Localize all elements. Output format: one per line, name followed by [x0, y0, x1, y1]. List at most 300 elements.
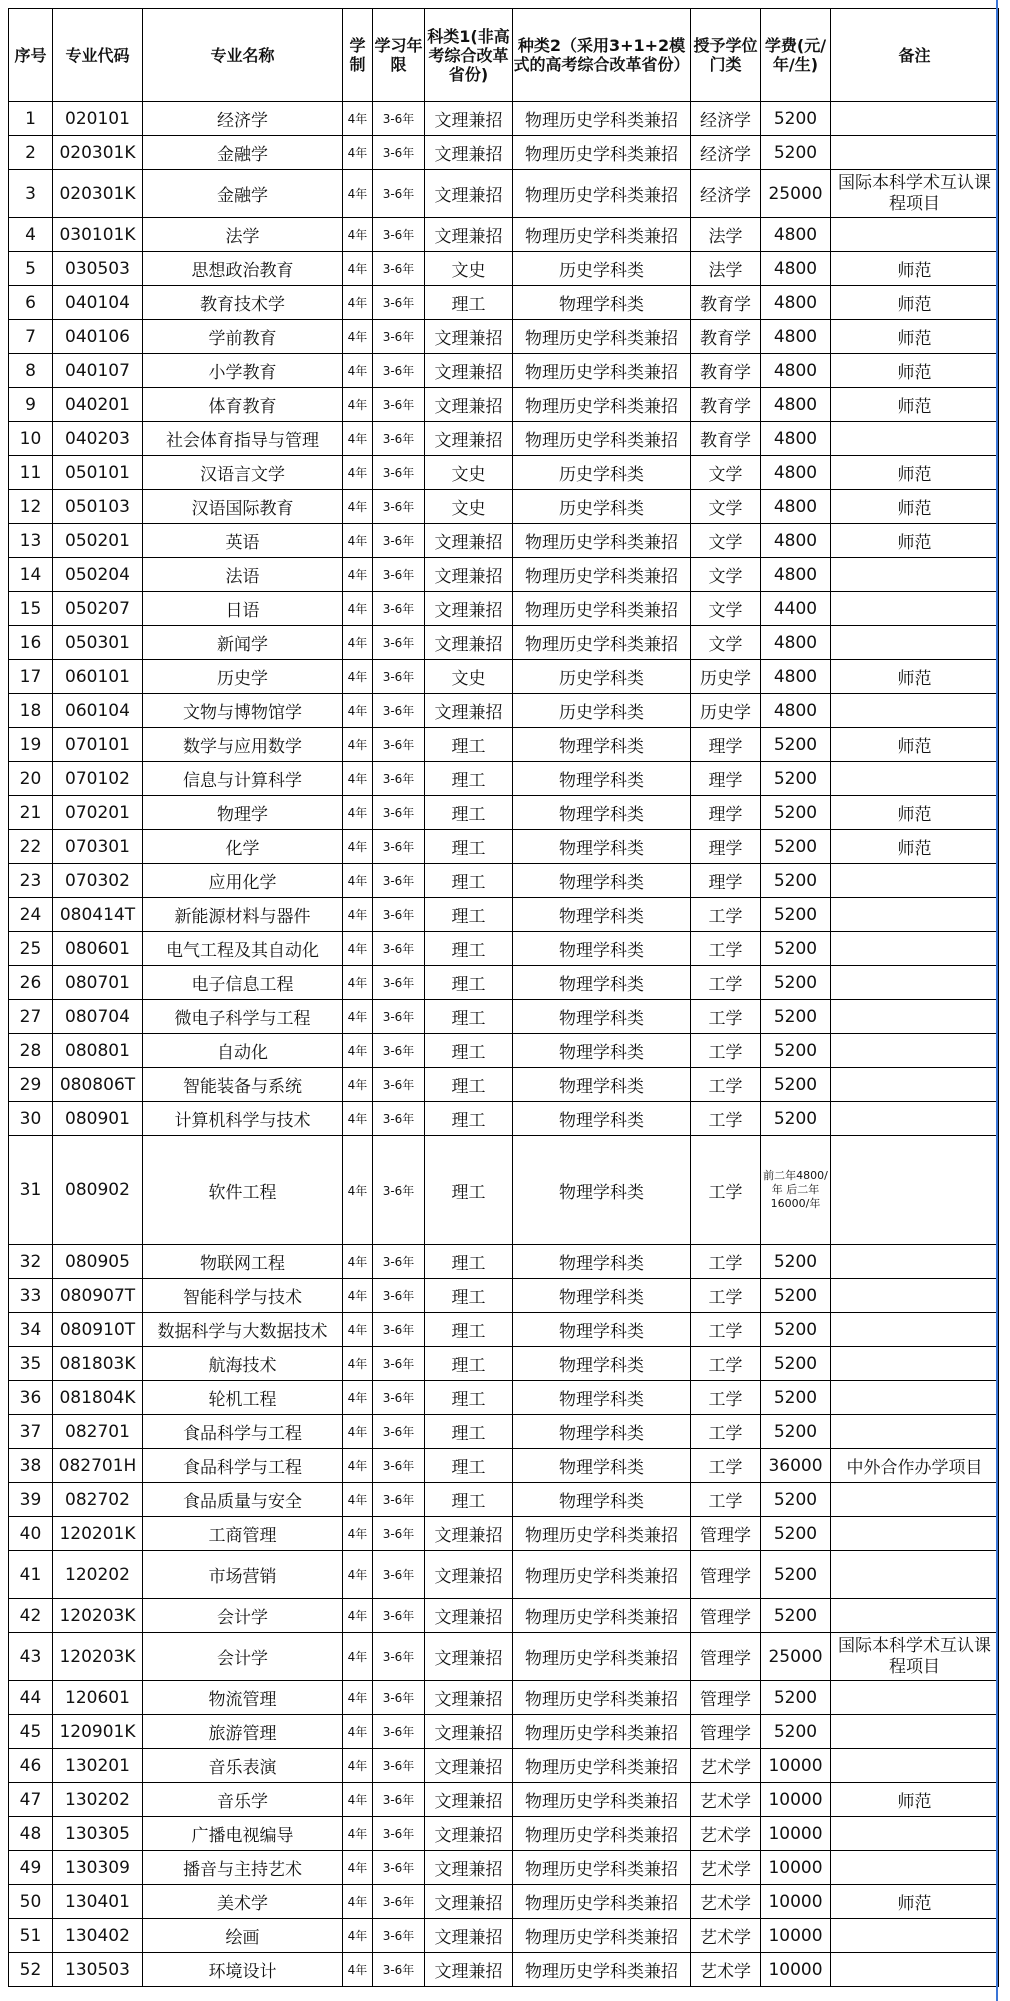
- cell-category-2: 物理历史学科类兼招: [513, 558, 691, 592]
- cell-category-2: 物理学科类: [513, 830, 691, 864]
- cell-code: 050201: [53, 524, 143, 558]
- cell-code: 080601: [53, 932, 143, 966]
- cell-system: 4年: [343, 796, 373, 830]
- table-row: [9, 660, 999, 694]
- cell-note: [831, 1415, 999, 1449]
- cell-years: 3-6年: [373, 1885, 425, 1919]
- cell-system: 4年: [343, 1136, 373, 1245]
- cell-code: 050101: [53, 456, 143, 490]
- cell-code: 070201: [53, 796, 143, 830]
- cell-note: [831, 218, 999, 252]
- cell-degree: 艺术学: [691, 1851, 761, 1885]
- cell-note: [831, 864, 999, 898]
- cell-fee: 4800: [761, 218, 831, 252]
- cell-system: 4年: [343, 1885, 373, 1919]
- cell-system: 4年: [343, 136, 373, 170]
- cell-years: 3-6年: [373, 558, 425, 592]
- cell-name: 航海技术: [143, 1347, 343, 1381]
- cell-seq: 18: [9, 694, 53, 728]
- cell-category-1: 文理兼招: [425, 136, 513, 170]
- cell-system: 4年: [343, 354, 373, 388]
- cell-years: 3-6年: [373, 1313, 425, 1347]
- cell-category-1: 理工: [425, 1347, 513, 1381]
- cell-seq: 39: [9, 1483, 53, 1517]
- cell-code: 050207: [53, 592, 143, 626]
- cell-note: 师范: [831, 796, 999, 830]
- cell-years: 3-6年: [373, 660, 425, 694]
- cell-name: 食品科学与工程: [143, 1449, 343, 1483]
- table-body: [9, 102, 999, 1987]
- cell-note: [831, 1551, 999, 1599]
- cell-code: 060101: [53, 660, 143, 694]
- cell-degree: 工学: [691, 1381, 761, 1415]
- cell-name: 智能科学与技术: [143, 1279, 343, 1313]
- cell-years: 3-6年: [373, 966, 425, 1000]
- cell-degree: 教育学: [691, 388, 761, 422]
- cell-note: [831, 1000, 999, 1034]
- cell-code: 130202: [53, 1783, 143, 1817]
- cell-seq: 2: [9, 136, 53, 170]
- cell-fee: 36000: [761, 1449, 831, 1483]
- cell-code: 070302: [53, 864, 143, 898]
- cell-category-2: 物理历史学科类兼招: [513, 1715, 691, 1749]
- table-row: [9, 1517, 999, 1551]
- cell-category-2: 物理历史学科类兼招: [513, 136, 691, 170]
- cell-name: 电子信息工程: [143, 966, 343, 1000]
- cell-degree: 管理学: [691, 1633, 761, 1681]
- cell-name: 汉语言文学: [143, 456, 343, 490]
- cell-fee: 4800: [761, 320, 831, 354]
- cell-category-2: 物理历史学科类兼招: [513, 320, 691, 354]
- cell-category-1: 文理兼招: [425, 1749, 513, 1783]
- cell-name: 金融学: [143, 136, 343, 170]
- cell-seq: 4: [9, 218, 53, 252]
- table-row: [9, 524, 999, 558]
- cell-category-1: 理工: [425, 796, 513, 830]
- table-row: [9, 1953, 999, 1987]
- cell-fee: 4800: [761, 558, 831, 592]
- cell-system: 4年: [343, 864, 373, 898]
- table-row: [9, 1313, 999, 1347]
- table-row: [9, 1347, 999, 1381]
- cell-category-1: 文理兼招: [425, 1885, 513, 1919]
- cell-fee: 5200: [761, 1715, 831, 1749]
- cell-fee: 4800: [761, 490, 831, 524]
- cell-fee: 4800: [761, 422, 831, 456]
- cell-seq: 49: [9, 1851, 53, 1885]
- cell-name: 新闻学: [143, 626, 343, 660]
- table-row: [9, 966, 999, 1000]
- cell-system: 4年: [343, 1102, 373, 1136]
- cell-name: 信息与计算科学: [143, 762, 343, 796]
- cell-category-1: 文理兼招: [425, 1599, 513, 1633]
- cell-category-2: 物理历史学科类兼招: [513, 1749, 691, 1783]
- cell-seq: 10: [9, 422, 53, 456]
- cell-note: [831, 1919, 999, 1953]
- cell-name: 市场营销: [143, 1551, 343, 1599]
- cell-system: 4年: [343, 592, 373, 626]
- cell-note: [831, 1517, 999, 1551]
- cell-code: 081803K: [53, 1347, 143, 1381]
- cell-seq: 28: [9, 1034, 53, 1068]
- cell-code: 120203K: [53, 1633, 143, 1681]
- cell-category-1: 文理兼招: [425, 558, 513, 592]
- cell-system: 4年: [343, 1347, 373, 1381]
- cell-degree: 工学: [691, 898, 761, 932]
- cell-system: 4年: [343, 932, 373, 966]
- cell-seq: 27: [9, 1000, 53, 1034]
- cell-code: 040107: [53, 354, 143, 388]
- cell-fee: 5200: [761, 1034, 831, 1068]
- table-row: [9, 898, 999, 932]
- cell-system: 4年: [343, 1599, 373, 1633]
- cell-category-2: 历史学科类: [513, 252, 691, 286]
- cell-years: 3-6年: [373, 1681, 425, 1715]
- table-row: [9, 728, 999, 762]
- cell-category-1: 理工: [425, 864, 513, 898]
- cell-degree: 工学: [691, 1068, 761, 1102]
- cell-category-2: 物理学科类: [513, 1000, 691, 1034]
- cell-system: 4年: [343, 558, 373, 592]
- cell-seq: 11: [9, 456, 53, 490]
- cell-name: 会计学: [143, 1599, 343, 1633]
- cell-fee: 10000: [761, 1817, 831, 1851]
- cell-years: 3-6年: [373, 354, 425, 388]
- cell-code: 130402: [53, 1919, 143, 1953]
- cell-system: 4年: [343, 1381, 373, 1415]
- cell-category-1: 理工: [425, 1102, 513, 1136]
- cell-years: 3-6年: [373, 1851, 425, 1885]
- cell-name: 智能装备与系统: [143, 1068, 343, 1102]
- cell-name: 计算机科学与技术: [143, 1102, 343, 1136]
- cell-code: 080907T: [53, 1279, 143, 1313]
- table-row: [9, 1681, 999, 1715]
- cell-category-1: 理工: [425, 1415, 513, 1449]
- cell-degree: 教育学: [691, 422, 761, 456]
- cell-name: 食品质量与安全: [143, 1483, 343, 1517]
- cell-code: 082701H: [53, 1449, 143, 1483]
- cell-seq: 51: [9, 1919, 53, 1953]
- header-degree: 授予学位门类: [691, 9, 761, 102]
- cell-seq: 25: [9, 932, 53, 966]
- cell-name: 播音与主持艺术: [143, 1851, 343, 1885]
- cell-system: 4年: [343, 1551, 373, 1599]
- cell-degree: 历史学: [691, 694, 761, 728]
- cell-seq: 6: [9, 286, 53, 320]
- cell-seq: 8: [9, 354, 53, 388]
- cell-system: 4年: [343, 102, 373, 136]
- cell-name: 环境设计: [143, 1953, 343, 1987]
- cell-note: [831, 694, 999, 728]
- cell-category-2: 物理历史学科类兼招: [513, 1633, 691, 1681]
- cell-years: 3-6年: [373, 592, 425, 626]
- cell-category-2: 物理历史学科类兼招: [513, 1885, 691, 1919]
- cell-years: 3-6年: [373, 796, 425, 830]
- cell-fee: 5200: [761, 1347, 831, 1381]
- cell-seq: 5: [9, 252, 53, 286]
- cell-name: 微电子科学与工程: [143, 1000, 343, 1034]
- cell-fee: 5200: [761, 1102, 831, 1136]
- header-note: 备注: [831, 9, 999, 102]
- cell-category-1: 文理兼招: [425, 1919, 513, 1953]
- cell-category-2: 物理历史学科类兼招: [513, 1919, 691, 1953]
- cell-code: 080414T: [53, 898, 143, 932]
- cell-years: 3-6年: [373, 1483, 425, 1517]
- cell-fee: 25000: [761, 1633, 831, 1681]
- cell-category-1: 理工: [425, 1279, 513, 1313]
- cell-system: 4年: [343, 1415, 373, 1449]
- cell-note: 国际本科学术互认课程项目: [831, 170, 999, 218]
- table-row: [9, 592, 999, 626]
- cell-category-2: 历史学科类: [513, 490, 691, 524]
- cell-note: [831, 626, 999, 660]
- cell-years: 3-6年: [373, 1415, 425, 1449]
- cell-category-1: 文理兼招: [425, 1783, 513, 1817]
- cell-note: [831, 1851, 999, 1885]
- cell-system: 4年: [343, 1313, 373, 1347]
- cell-category-2: 物理学科类: [513, 1313, 691, 1347]
- cell-years: 3-6年: [373, 1749, 425, 1783]
- cell-seq: 17: [9, 660, 53, 694]
- cell-fee: 4800: [761, 660, 831, 694]
- cell-seq: 48: [9, 1817, 53, 1851]
- cell-years: 3-6年: [373, 252, 425, 286]
- cell-system: 4年: [343, 1633, 373, 1681]
- table-row: [9, 864, 999, 898]
- table-row: [9, 558, 999, 592]
- table-row: [9, 320, 999, 354]
- cell-code: 130201: [53, 1749, 143, 1783]
- cell-system: 4年: [343, 1245, 373, 1279]
- cell-fee: 5200: [761, 1517, 831, 1551]
- cell-note: [831, 1245, 999, 1279]
- cell-category-2: 物理学科类: [513, 966, 691, 1000]
- cell-category-1: 文理兼招: [425, 1551, 513, 1599]
- cell-degree: 艺术学: [691, 1749, 761, 1783]
- cell-name: 法学: [143, 218, 343, 252]
- cell-name: 历史学: [143, 660, 343, 694]
- cell-degree: 文学: [691, 456, 761, 490]
- cell-category-1: 理工: [425, 966, 513, 1000]
- cell-name: 学前教育: [143, 320, 343, 354]
- cell-category-1: 文理兼招: [425, 626, 513, 660]
- cell-category-2: 历史学科类: [513, 660, 691, 694]
- cell-fee: 5200: [761, 864, 831, 898]
- cell-years: 3-6年: [373, 170, 425, 218]
- cell-note: [831, 422, 999, 456]
- cell-seq: 29: [9, 1068, 53, 1102]
- cell-system: 4年: [343, 252, 373, 286]
- cell-fee: 10000: [761, 1919, 831, 1953]
- cell-seq: 31: [9, 1136, 53, 1245]
- cell-note: [831, 1068, 999, 1102]
- cell-note: 师范: [831, 830, 999, 864]
- table-row: [9, 1415, 999, 1449]
- cell-code: 040104: [53, 286, 143, 320]
- cell-note: 师范: [831, 252, 999, 286]
- cell-code: 120202: [53, 1551, 143, 1599]
- cell-note: [831, 762, 999, 796]
- table-row: [9, 1136, 999, 1245]
- cell-fee: 5200: [761, 1551, 831, 1599]
- cell-category-2: 物理历史学科类兼招: [513, 1783, 691, 1817]
- cell-degree: 工学: [691, 1000, 761, 1034]
- cell-fee: 4800: [761, 524, 831, 558]
- cell-category-1: 理工: [425, 1381, 513, 1415]
- cell-years: 3-6年: [373, 1449, 425, 1483]
- cell-years: 3-6年: [373, 864, 425, 898]
- cell-category-2: 物理历史学科类兼招: [513, 524, 691, 558]
- cell-degree: 经济学: [691, 170, 761, 218]
- cell-category-1: 文理兼招: [425, 1633, 513, 1681]
- cell-seq: 19: [9, 728, 53, 762]
- cell-note: [831, 932, 999, 966]
- cell-degree: 教育学: [691, 286, 761, 320]
- cell-code: 120901K: [53, 1715, 143, 1749]
- cell-category-1: 理工: [425, 1313, 513, 1347]
- cell-note: 师范: [831, 1885, 999, 1919]
- cell-seq: 43: [9, 1633, 53, 1681]
- table-row: [9, 1000, 999, 1034]
- cell-system: 4年: [343, 728, 373, 762]
- cell-degree: 工学: [691, 1279, 761, 1313]
- cell-name: 教育技术学: [143, 286, 343, 320]
- cell-code: 050103: [53, 490, 143, 524]
- cell-fee: 4800: [761, 252, 831, 286]
- cell-category-1: 文理兼招: [425, 1681, 513, 1715]
- cell-category-1: 文理兼招: [425, 218, 513, 252]
- cell-category-1: 理工: [425, 1449, 513, 1483]
- cell-degree: 工学: [691, 1415, 761, 1449]
- cell-system: 4年: [343, 1000, 373, 1034]
- table-row: [9, 252, 999, 286]
- cell-degree: 管理学: [691, 1551, 761, 1599]
- table-row: [9, 1102, 999, 1136]
- cell-fee: 10000: [761, 1783, 831, 1817]
- cell-system: 4年: [343, 1953, 373, 1987]
- cell-code: 020301K: [53, 170, 143, 218]
- cell-system: 4年: [343, 762, 373, 796]
- cell-name: 广播电视编导: [143, 1817, 343, 1851]
- cell-system: 4年: [343, 660, 373, 694]
- cell-note: [831, 558, 999, 592]
- cell-fee: 5200: [761, 102, 831, 136]
- majors-table-container: [8, 8, 999, 1987]
- table-row: [9, 1483, 999, 1517]
- cell-name: 数学与应用数学: [143, 728, 343, 762]
- cell-degree: 艺术学: [691, 1783, 761, 1817]
- cell-system: 4年: [343, 1034, 373, 1068]
- cell-degree: 经济学: [691, 102, 761, 136]
- cell-degree: 艺术学: [691, 1885, 761, 1919]
- cell-fee: 10000: [761, 1953, 831, 1987]
- cell-category-1: 文理兼招: [425, 1817, 513, 1851]
- cell-fee: 5200: [761, 1068, 831, 1102]
- cell-note: [831, 1313, 999, 1347]
- cell-degree: 工学: [691, 1245, 761, 1279]
- cell-note: [831, 1953, 999, 1987]
- cell-category-1: 文理兼招: [425, 1851, 513, 1885]
- cell-years: 3-6年: [373, 1034, 425, 1068]
- cell-system: 4年: [343, 966, 373, 1000]
- cell-note: [831, 1279, 999, 1313]
- cell-fee: 5200: [761, 796, 831, 830]
- cell-category-2: 物理历史学科类兼招: [513, 626, 691, 660]
- cell-degree: 管理学: [691, 1681, 761, 1715]
- table-row: [9, 1599, 999, 1633]
- header-fee: 学费(元/年/生): [761, 9, 831, 102]
- table-row: [9, 1885, 999, 1919]
- cell-code: 120601: [53, 1681, 143, 1715]
- cell-code: 130401: [53, 1885, 143, 1919]
- cell-code: 130305: [53, 1817, 143, 1851]
- cell-note: 师范: [831, 1783, 999, 1817]
- cell-fee: 5200: [761, 1381, 831, 1415]
- cell-note: 师范: [831, 524, 999, 558]
- cell-code: 080910T: [53, 1313, 143, 1347]
- table-header-row: [9, 9, 999, 102]
- cell-years: 3-6年: [373, 1381, 425, 1415]
- table-row: [9, 354, 999, 388]
- table-row: [9, 170, 999, 218]
- cell-degree: 理学: [691, 864, 761, 898]
- table-row: [9, 1449, 999, 1483]
- cell-years: 3-6年: [373, 1633, 425, 1681]
- cell-category-2: 物理学科类: [513, 1381, 691, 1415]
- cell-name: 轮机工程: [143, 1381, 343, 1415]
- cell-category-2: 物理历史学科类兼招: [513, 1551, 691, 1599]
- cell-name: 日语: [143, 592, 343, 626]
- table-row: [9, 286, 999, 320]
- cell-code: 130309: [53, 1851, 143, 1885]
- cell-category-1: 文理兼招: [425, 1715, 513, 1749]
- table-row: [9, 762, 999, 796]
- cell-years: 3-6年: [373, 762, 425, 796]
- cell-fee: 5200: [761, 762, 831, 796]
- table-row: [9, 1919, 999, 1953]
- cell-degree: 艺术学: [691, 1817, 761, 1851]
- cell-seq: 32: [9, 1245, 53, 1279]
- cell-fee: 4800: [761, 626, 831, 660]
- cell-note: [831, 1034, 999, 1068]
- cell-years: 3-6年: [373, 1068, 425, 1102]
- cell-fee: 5200: [761, 1599, 831, 1633]
- cell-years: 3-6年: [373, 286, 425, 320]
- cell-code: 020101: [53, 102, 143, 136]
- cell-years: 3-6年: [373, 1136, 425, 1245]
- cell-fee: 25000: [761, 170, 831, 218]
- cell-seq: 30: [9, 1102, 53, 1136]
- cell-category-2: 物理历史学科类兼招: [513, 592, 691, 626]
- cell-code: 080801: [53, 1034, 143, 1068]
- cell-seq: 50: [9, 1885, 53, 1919]
- cell-code: 081804K: [53, 1381, 143, 1415]
- cell-category-1: 文理兼招: [425, 694, 513, 728]
- cell-name: 思想政治教育: [143, 252, 343, 286]
- cell-degree: 文学: [691, 626, 761, 660]
- cell-system: 4年: [343, 524, 373, 558]
- cell-seq: 16: [9, 626, 53, 660]
- cell-name: 物理学: [143, 796, 343, 830]
- cell-degree: 理学: [691, 728, 761, 762]
- cell-seq: 21: [9, 796, 53, 830]
- cell-category-1: 理工: [425, 898, 513, 932]
- header-code: 专业代码: [53, 9, 143, 102]
- cell-name: 音乐学: [143, 1783, 343, 1817]
- cell-fee: 5200: [761, 1415, 831, 1449]
- cell-years: 3-6年: [373, 1551, 425, 1599]
- cell-fee: 5200: [761, 932, 831, 966]
